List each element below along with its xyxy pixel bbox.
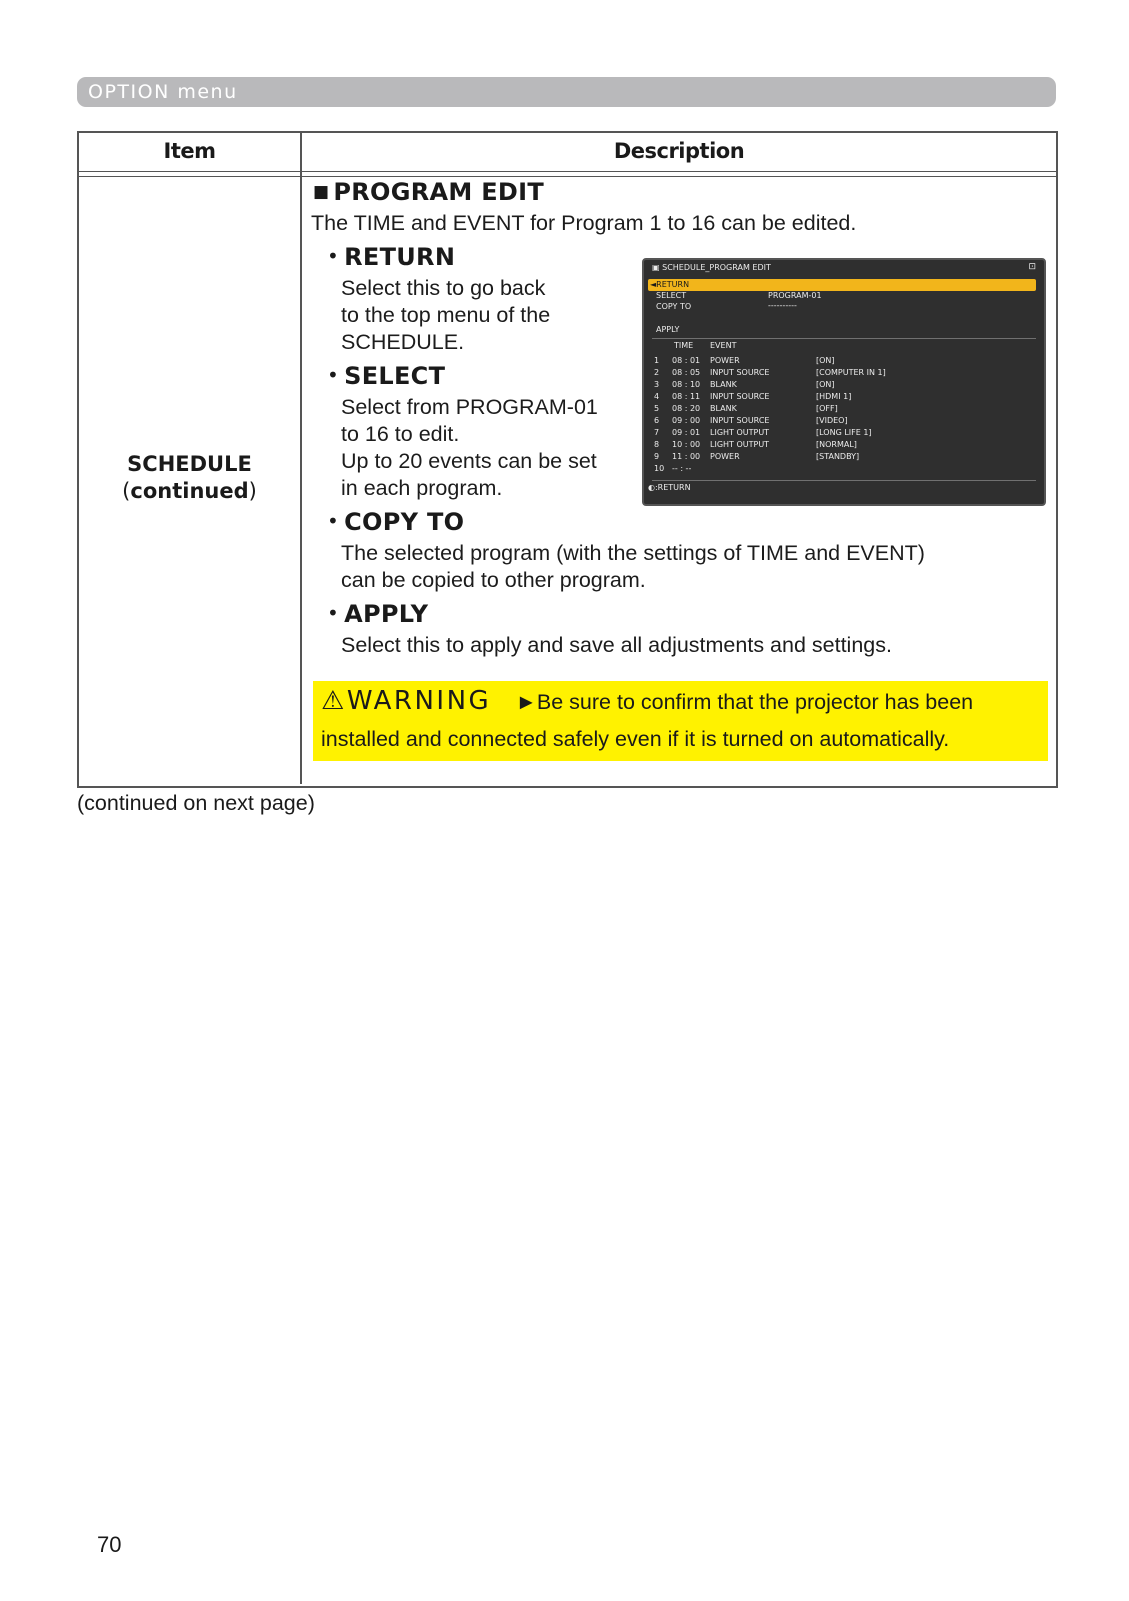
- warning-box: [313, 681, 1048, 761]
- select-heading: [327, 362, 445, 390]
- osd-row-event: LIGHT OUTPUT: [710, 440, 770, 449]
- header-rule-bottom: [79, 176, 1056, 177]
- osd-row-value: [ON]: [816, 380, 835, 389]
- osd-row-event: POWER: [710, 356, 740, 365]
- osd-row-number: 5: [654, 404, 660, 413]
- return-title: RETURN: [344, 243, 456, 271]
- column-header-description: Description: [613, 139, 745, 163]
- return-icon: ◐: [648, 483, 655, 492]
- osd-row-value: [VIDEO]: [816, 416, 848, 425]
- osd-row-event: INPUT SOURCE: [710, 368, 770, 377]
- menu-icon: ▣: [652, 263, 663, 272]
- copy-to-heading: [327, 508, 464, 536]
- osd-row-number: 2: [654, 368, 660, 377]
- osd-row-value: [ON]: [816, 356, 835, 365]
- osd-row-event: LIGHT OUTPUT: [710, 428, 770, 437]
- osd-row-value: [HDMI 1]: [816, 392, 852, 401]
- return-heading: [327, 243, 455, 271]
- section-header-bar: [77, 77, 1056, 107]
- bullet-icon: •: [327, 601, 340, 625]
- osd-menu-apply: APPLY: [656, 325, 680, 334]
- warning-text-1: ►Be sure to confirm that the projector has been: [515, 690, 974, 714]
- copy-to-description: The selected program (with the settings of TIME and EVENT) can be copied to other program.: [341, 541, 925, 592]
- osd-row-value: [LONG LIFE 1]: [816, 428, 872, 437]
- column-header-item: Item: [163, 139, 216, 163]
- osd-menu-return: ◄RETURN: [650, 280, 690, 289]
- osd-row-event: INPUT SOURCE: [710, 416, 770, 425]
- osd-row-number: 7: [654, 428, 660, 437]
- osd-row-time: 08 : 01: [672, 356, 701, 365]
- osd-row-event: BLANK: [710, 380, 737, 389]
- osd-row-number: 6: [654, 416, 660, 425]
- continued-note: (continued on next page): [77, 791, 315, 815]
- bullet-icon: •: [327, 244, 340, 268]
- osd-row-time: 11 : 00: [672, 452, 701, 461]
- osd-row-time: -- : --: [672, 464, 692, 473]
- select-title: SELECT: [344, 362, 446, 390]
- osd-footer: ◐:RETURN: [648, 483, 691, 492]
- program-edit-title: PROGRAM EDIT: [333, 178, 545, 206]
- osd-corner-icon: ⊡: [1028, 262, 1036, 272]
- apply-description: Select this to apply and save all adjustments and settings.: [341, 633, 892, 657]
- square-bullet-icon: ■: [313, 182, 330, 202]
- osd-row-time: 10 : 00: [672, 440, 701, 449]
- item-name: SCHEDULE: [127, 452, 252, 476]
- warning-label: WARNING: [346, 686, 492, 716]
- osd-row-value: [STANDBY]: [816, 452, 860, 461]
- osd-row-time: 09 : 01: [672, 428, 701, 437]
- osd-row-value: [NORMAL]: [816, 440, 857, 449]
- bullet-icon: •: [327, 363, 340, 387]
- osd-row-number: 4: [654, 392, 660, 401]
- warning-icon: ⚠: [321, 686, 347, 716]
- osd-row-event: BLANK: [710, 404, 737, 413]
- warning-text-2: installed and connected safely even if it is turned on automatically.: [321, 727, 950, 751]
- osd-divider: [652, 480, 1036, 481]
- osd-program-value: PROGRAM-01: [768, 291, 822, 300]
- osd-row-time: 08 : 11: [672, 392, 701, 401]
- item-continued: (continued): [122, 479, 257, 503]
- section-title: OPTION menu: [88, 81, 238, 103]
- osd-row-time: 08 : 05: [672, 368, 701, 377]
- bullet-icon: •: [327, 509, 340, 533]
- osd-row-time: 08 : 20: [672, 404, 701, 413]
- program-edit-osd-screenshot: [642, 258, 1046, 506]
- osd-menu-copy-to: COPY TO: [656, 302, 692, 311]
- osd-row-event: INPUT SOURCE: [710, 392, 770, 401]
- osd-menu-select: SELECT: [656, 291, 687, 300]
- apply-title: APPLY: [344, 600, 429, 628]
- osd-title: ▣ SCHEDULE_PROGRAM EDIT: [652, 263, 771, 272]
- header-rule-top: [79, 171, 1056, 172]
- osd-divider: [652, 338, 1036, 339]
- program-edit-heading: [313, 178, 544, 206]
- osd-row-number: 9: [654, 452, 660, 461]
- osd-col-time: TIME: [674, 341, 694, 350]
- column-divider: [300, 133, 302, 784]
- osd-row-number: 10: [654, 464, 665, 473]
- return-description: Select this to go back to the top menu of the SCHEDULE.: [341, 276, 551, 354]
- osd-row-value: [COMPUTER IN 1]: [816, 368, 886, 377]
- page-number: 70: [97, 1532, 122, 1557]
- osd-row-time: 09 : 00: [672, 416, 701, 425]
- osd-row-number: 8: [654, 440, 660, 449]
- osd-row-event: POWER: [710, 452, 740, 461]
- select-description: Select from PROGRAM-01 to 16 to edit. Up to 20 events can be set in each program.: [341, 395, 598, 500]
- copy-to-title: COPY TO: [344, 508, 465, 536]
- osd-row-number: 1: [654, 356, 660, 365]
- osd-highlight-bar: [648, 279, 1036, 291]
- warning-line-1: [321, 686, 973, 716]
- item-cell: [79, 451, 300, 505]
- apply-heading: [327, 600, 428, 628]
- osd-copy-value: ----------: [768, 301, 797, 310]
- osd-row-number: 3: [654, 380, 660, 389]
- osd-col-event: EVENT: [710, 341, 737, 350]
- osd-row-value: [OFF]: [816, 404, 838, 413]
- program-edit-intro: The TIME and EVENT for Program 1 to 16 can be edited.: [311, 211, 857, 235]
- osd-row-time: 08 : 10: [672, 380, 701, 389]
